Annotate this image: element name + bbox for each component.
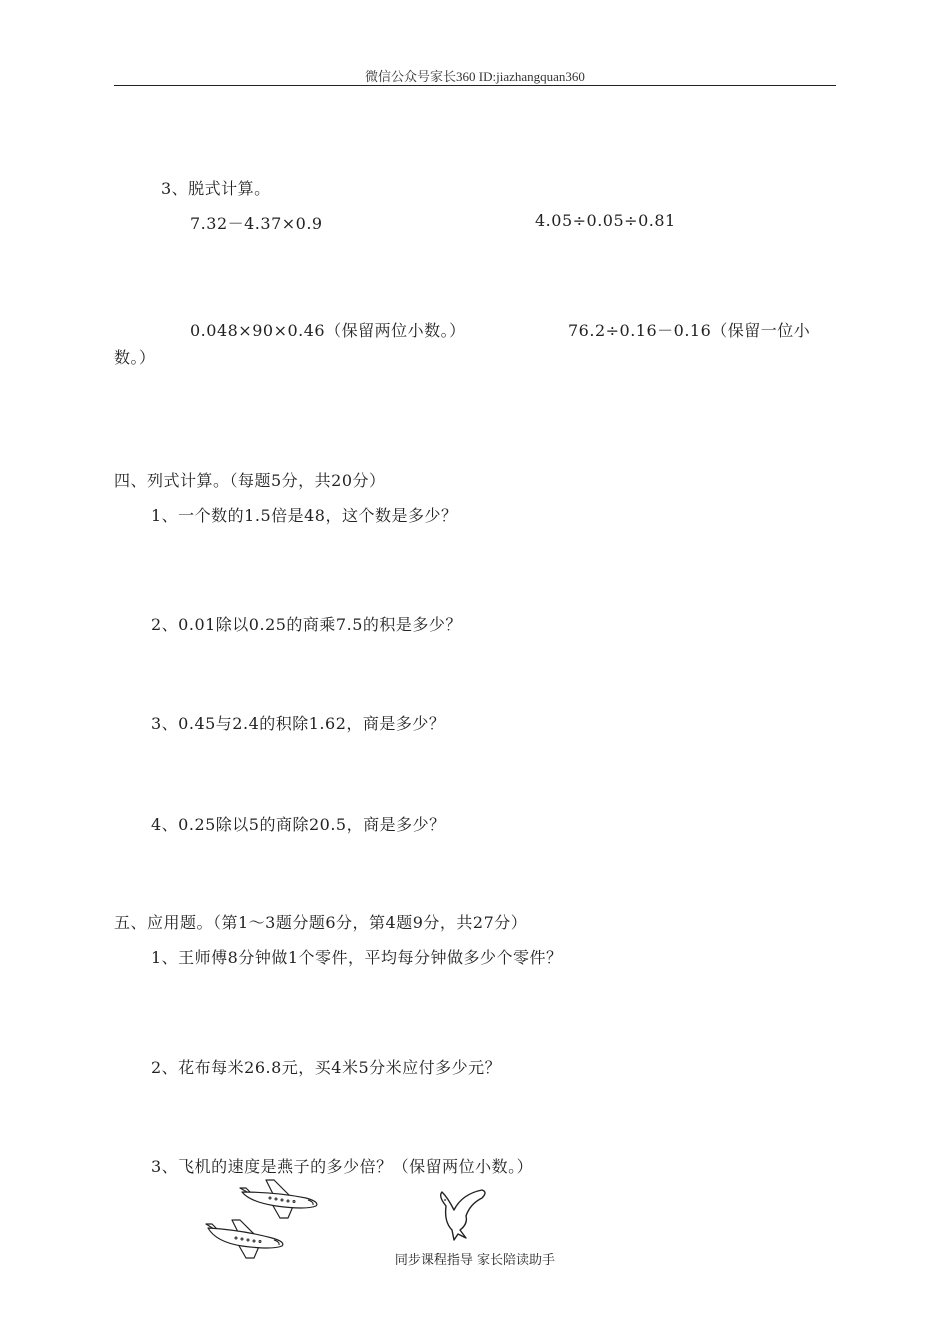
section5-title: 五、应用题。（第1～3题分题6分，第4题9分，共27分） [114, 913, 528, 932]
question-4-3: 3、0.45与2.4的积除1.62，商是多少？ [151, 714, 446, 733]
page-footer: 同步课程指导 家长陪读助手 [394, 1253, 556, 1268]
question-5-1: 1、王师傅8分钟做1个零件，平均每分钟做多少个零件？ [151, 948, 563, 967]
question-4-4: 4、0.25除以5的商除20.5，商是多少？ [151, 815, 446, 834]
section4-title: 四、列式计算。（每题5分，共20分） [114, 471, 386, 490]
page-header: 微信公众号家长360 ID:jiazhangquan360 [365, 69, 585, 84]
section3-title: 3、脱式计算。 [161, 179, 271, 198]
swallow-icon [436, 1188, 492, 1242]
question-4-1: 1、一个数的1.5倍是48，这个数是多少？ [151, 506, 458, 525]
expression-3: 0.048×90×0.46（保留两位小数。） [190, 321, 466, 340]
expression-4: 76.2÷0.16－0.16（保留一位小 [568, 321, 811, 340]
header-rule [114, 85, 836, 86]
airplane-icon [236, 1178, 322, 1220]
question-4-2: 2、0.01除以0.25的商乘7.5的积是多少？ [151, 615, 462, 634]
expression-1: 7.32－4.37×0.9 [190, 214, 323, 233]
question-5-3: 3、飞机的速度是燕子的多少倍？（保留两位小数。） [151, 1157, 534, 1176]
expression-2: 4.05÷0.05÷0.81 [535, 211, 676, 230]
expression-4-continued: 数。） [114, 348, 156, 367]
question-5-2: 2、花布每米26.8元，买4米5分米应付多少元？ [151, 1058, 502, 1077]
